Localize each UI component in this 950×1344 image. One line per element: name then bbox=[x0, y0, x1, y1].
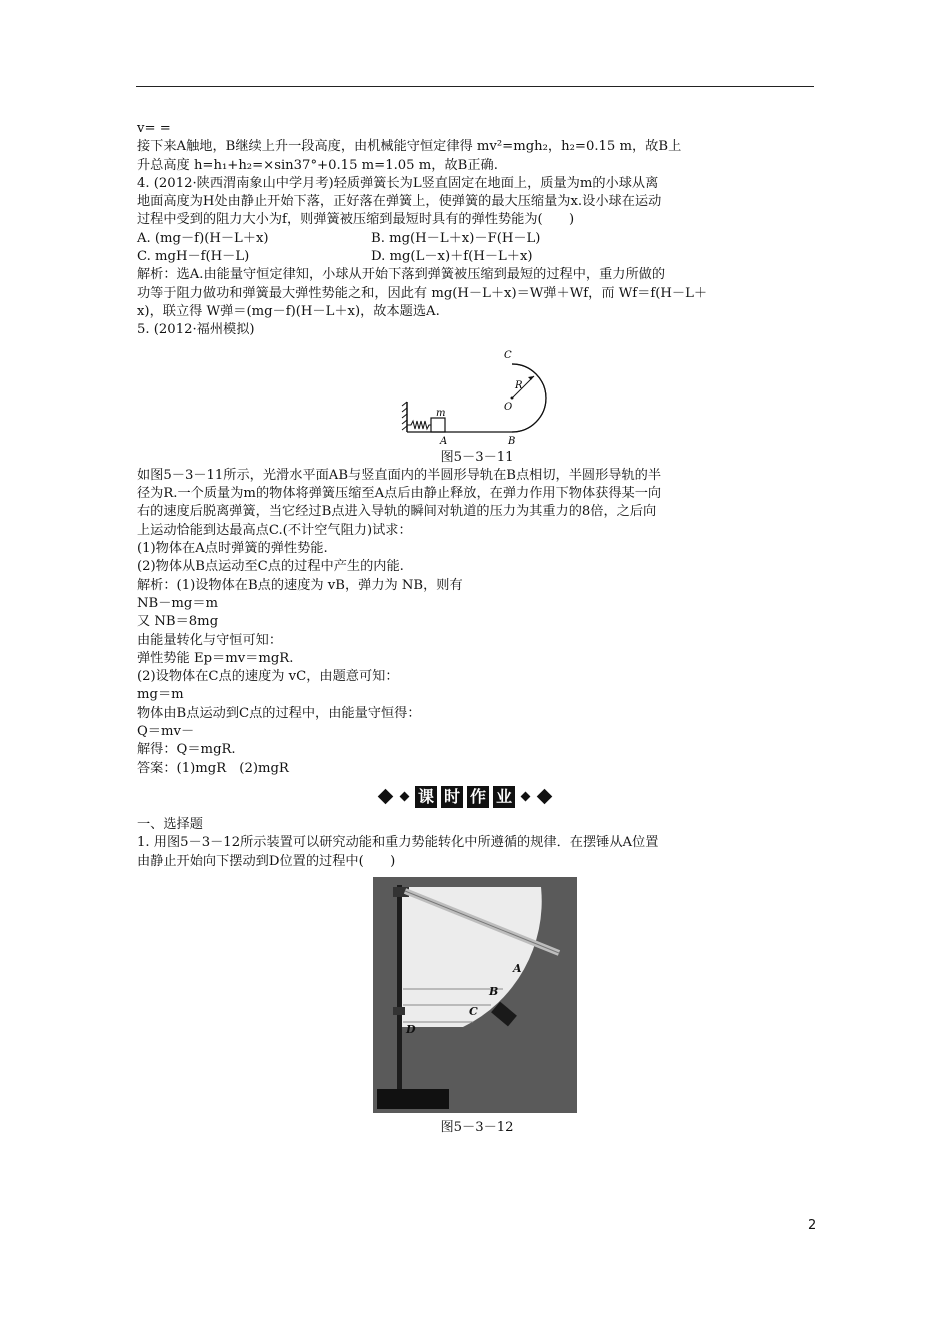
solution-line: NB－mg＝m bbox=[137, 595, 219, 611]
text-line: v= = bbox=[137, 121, 171, 136]
text-line: 过程中受到的阻力大小为f，则弹簧被压缩到最短时具有的弹性势能为( ) bbox=[137, 212, 575, 228]
solution-line: (2)设物体在C点的速度为 vC，由题意可知： bbox=[137, 669, 399, 685]
figure-caption: 图5－3－11 bbox=[440, 449, 514, 465]
diamond-icon bbox=[521, 792, 531, 802]
section-banner bbox=[137, 784, 817, 812]
solution-line: 功等于阻力做功和弹簧最大弹性势能之和，因此有 mg(H－L＋x)＝W弹＋Wf，而 Wf＝f(H－L＋ bbox=[137, 285, 708, 301]
figure-5-3-11 bbox=[137, 344, 817, 449]
track-diagram bbox=[400, 344, 560, 449]
option-c: C. mgH－f(H－L) bbox=[137, 249, 250, 265]
solution-line: 解析：(1)设物体在B点的速度为 vB，弹力为 NB，则有 bbox=[137, 577, 463, 593]
banner-char: 作 bbox=[467, 786, 489, 808]
solution-line: 弹性势能 Ep＝mv＝mgR. bbox=[137, 650, 294, 666]
problem-line: 径为R.一个质量为m的物体将弹簧压缩至A点后由静止释放，在弹力作用下物体获得某一向 bbox=[137, 486, 662, 502]
problem-line: (2)物体从B点运动至C点的过程中产生的内能. bbox=[137, 559, 404, 575]
problem-line: 右的速度后脱离弹簧，当它经过B点进入导轨的瞬间对轨道的压力为其重力的8倍，之后向 bbox=[137, 504, 657, 520]
figure-5-3-12 bbox=[137, 877, 817, 1113]
options-row-2 bbox=[137, 248, 817, 266]
question-5-stem: 5. (2012·福州模拟) bbox=[137, 322, 255, 338]
problem-line: 如图5－3－11所示，光滑水平面AB与竖直面内的半圆形导轨在B点相切，半圆形导轨的半 bbox=[137, 467, 662, 483]
option-d: D. mg(L－x)＋f(H－L＋x) bbox=[371, 249, 533, 265]
banner-char: 时 bbox=[441, 786, 463, 808]
block-icon bbox=[431, 418, 445, 432]
banner-char: 业 bbox=[493, 786, 515, 808]
label-c: C bbox=[469, 1004, 478, 1018]
label-b: B bbox=[508, 435, 516, 447]
banner-char: 课 bbox=[415, 786, 437, 808]
diamond-icon bbox=[400, 792, 410, 802]
problem-line: (1)物体在A点时弹簧的弹性势能. bbox=[137, 541, 328, 557]
figure-caption: 图5－3－12 bbox=[440, 1119, 514, 1135]
label-r: R bbox=[515, 379, 523, 391]
solution-line: mg＝m bbox=[137, 687, 184, 703]
answer-line: 答案：(1)mgR (2)mgR bbox=[137, 760, 289, 776]
option-b: B. mg(H－L＋x)－F(H－L) bbox=[371, 230, 541, 246]
text-line: 地面高度为H处由静止开始下落，正好落在弹簧上，使弹簧的最大压缩量为x.设小球在运动 bbox=[137, 194, 662, 210]
solution-line: x)，联立得 W弹＝(mg－f)(H－L＋x)，故本题选A. bbox=[137, 303, 440, 319]
label-o: O bbox=[504, 401, 513, 413]
question-1-stem: 1. 用图5－3－12所示装置可以研究动能和重力势能转化中所遵循的规律．在摆锤从A位置 bbox=[137, 835, 659, 851]
solution-line: 又 NB＝8mg bbox=[137, 614, 219, 630]
question-4-stem: 4. (2012·陕西渭南象山中学月考)轻质弹簧长为L竖直固定在地面上，质量为m的小球从离 bbox=[137, 175, 659, 191]
text-line: 升总高度 h=h₁+h₂=×sin37°+0.15 m=1.05 m，故B正确. bbox=[137, 157, 498, 173]
label-a: A bbox=[513, 961, 522, 975]
label-a: A bbox=[440, 435, 448, 447]
diamond-icon bbox=[378, 789, 394, 805]
solution-line: Q＝mv－ bbox=[137, 724, 195, 740]
label-b: B bbox=[489, 984, 499, 998]
section-heading: 一、选择题 bbox=[137, 816, 203, 832]
page-number: 2 bbox=[808, 1218, 817, 1233]
header-rule bbox=[136, 86, 814, 87]
question-1-stem: 由静止开始向下摆动到D位置的过程中( ) bbox=[137, 853, 396, 869]
label-d: D bbox=[406, 1022, 416, 1036]
options-row-1 bbox=[137, 230, 817, 248]
solution-line: 物体由B点运动到C点的过程中，由能量守恒得： bbox=[137, 705, 421, 721]
option-a: A. (mg－f)(H－L＋x) bbox=[137, 230, 269, 246]
solution-line: 由能量转化与守恒可知： bbox=[137, 632, 283, 648]
pendulum-photo bbox=[373, 877, 577, 1113]
solution-line: 解析：选A.由能量守恒定律知，小球从开始下落到弹簧被压缩到最短的过程中，重力所做的 bbox=[137, 267, 666, 283]
problem-line: 上运动恰能到达最高点C.(不计空气阻力)试求： bbox=[137, 522, 412, 538]
spring-icon bbox=[407, 421, 431, 429]
diamond-icon bbox=[537, 789, 553, 805]
solution-line: 解得：Q＝mgR. bbox=[137, 742, 236, 758]
banner-title bbox=[413, 786, 517, 808]
label-c: C bbox=[504, 349, 512, 361]
page-content bbox=[137, 120, 817, 1137]
text-line: 接下来A触地，B继续上升一段高度，由机械能守恒定律得 mv²=mgh₂，h₂=0.15 m，故B上 bbox=[137, 139, 682, 155]
label-m: m bbox=[436, 407, 446, 419]
